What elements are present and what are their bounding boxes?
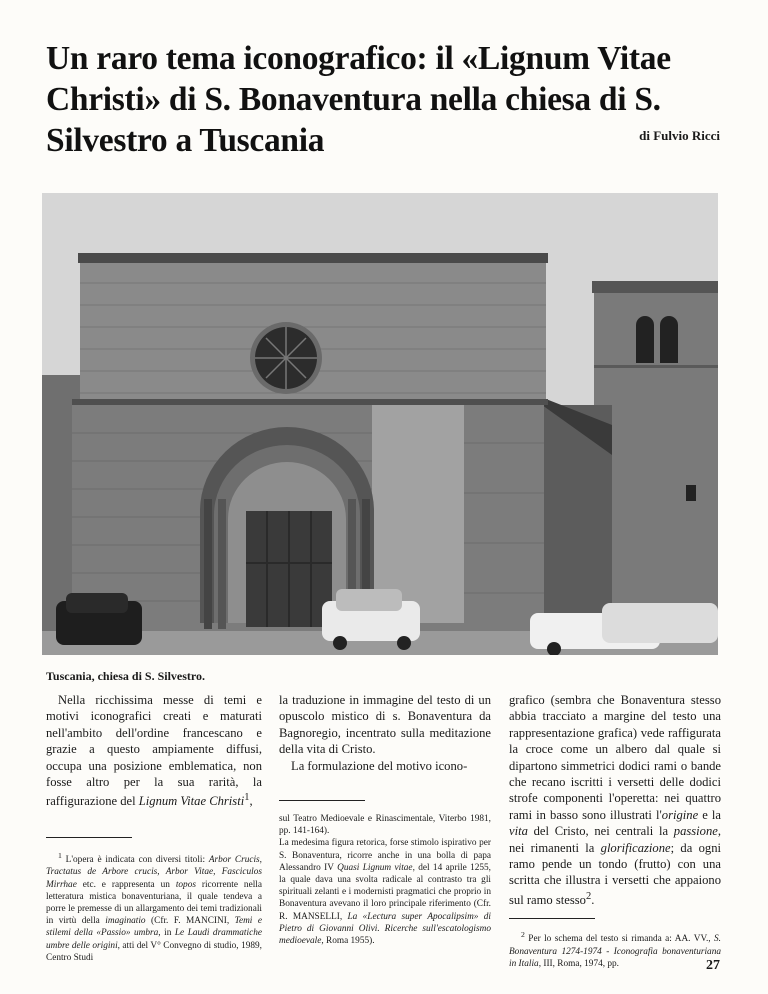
- column-1: [46, 692, 262, 964]
- footnote-rule: [46, 837, 132, 838]
- page-number: 27: [706, 958, 720, 973]
- column-2: [279, 692, 491, 947]
- footnote-1: $^1$ L'opera è indicata con diversi titoli: Arbor Crucis, Tractatus de Arbore crucis, Arbor Vitae, Fasciculos Mirrhae etc. e rappresenta un topos ricorrente nella letteratura mistica bonaventuriana, il quale tendeva a porre le premesse di un allargamento dei temi tradizionali in virtù della imaginatio (Cfr. F. MANCINI, Temi e stilemi della «Passio» umbra, in Le Laudi drammatiche umbre delle origini, atti del V° Convegno di studio, 1989, Centro Studi: [46, 851, 263, 963]
- footnote-rule: [509, 918, 595, 919]
- footnote-1-cont-2: La medesima figura retorica, forse stimolo ispirativo per S. Bonaventura, ricorre anche in una bolla di papa Alessandro IV Quasi Lignum vitae, del 14 aprile 1255, la quale dava una svolta radicale al contrasto tra gli spirituali zelanti e i modernisti pragmatici che proprio in Bonaventura avevano il loro principale riferimento (Cfr. R. MANSELLI, La «Lectura super Apocalipsim» di Pietro di Giovanni Olivi. Ricerche sull'escatologismo medioevale, Roma 1955).: [279, 838, 492, 947]
- column-3: [509, 692, 721, 970]
- body-paragraph-2: La formulazione del motivo icono-: [291, 758, 468, 773]
- body-paragraph-1: Nella ricchissima messe di temi e motivi iconografici creati e maturati nell'ambito dell'ordine francescano e grazie a questo ampiamente diffusi, occupa una posizione emblematica, non fosse altro per la sua rarità, la raffigurazione del Lignum Vitae Christi$^1$,: [46, 693, 262, 809]
- body-paragraph-1-cont: la traduzione in immagine del testo di un opuscolo mistico di s. Bonaventura da Bagnoregio, incentrato sulla meditazione della vita di Cristo.: [279, 693, 491, 757]
- article-title: Un raro tema iconografico: il «Lignum Vitae Christi» di S. Bonaventura nella chiesa di S. Silvestro a Tuscania: [46, 40, 671, 159]
- footnote-rule: [279, 800, 365, 801]
- figure-caption: Tuscania, chiesa di S. Silvestro.: [46, 669, 206, 683]
- footnote-1-cont: sul Teatro Medioevale e Rinascimentale, Viterbo 1981, pp. 141-164).: [279, 814, 491, 837]
- church-photo: [42, 193, 718, 655]
- footnote-2: $^2$ Per lo schema del testo si rimanda a: AA. VV., S. Bonaventura 1274-1974 - Iconografia bonaventuriana in Italia, III, Roma, 1974, pp.: [509, 930, 721, 969]
- body-paragraph-2-cont: grafico (sembra che Bonaventura stesso abbia tracciato a margine del testo una rappresentazione grafica) vede raffigurata la croce come un albero dal quale si dipartono simmetrici dodici rami o bande che recano iscritti i versetti delle dodici strofe componenti l'operetta: nei quattro rami in basso sono illustrati l'origine e la vita del Cristo, nei centrali la passione, nei rimanenti la glorificazione; da ogni ramo pende un tondo (frutto) con una scritta che illustra i versetti che appaiono sul ramo stesso$^2$.: [509, 693, 721, 908]
- article-author: di Fulvio Ricci: [639, 128, 720, 143]
